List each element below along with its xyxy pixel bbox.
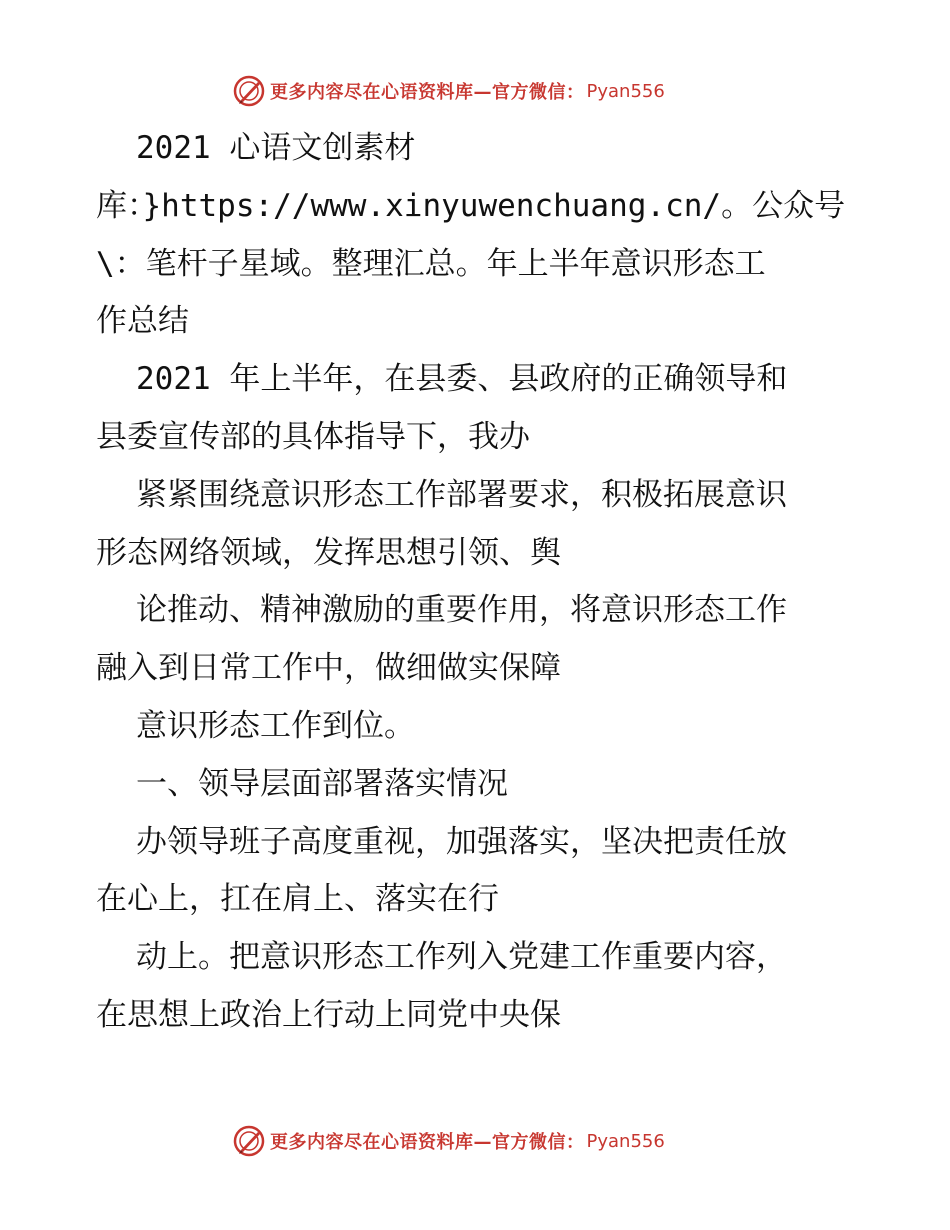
text-line: 形态网络领域，发挥思想引领、舆 xyxy=(96,534,561,571)
pen-logo-icon xyxy=(232,1124,266,1158)
footer-banner xyxy=(232,1122,665,1160)
text-line: 县委宣传部的具体指导下，我办 xyxy=(96,418,530,455)
text-line: 意识形态工作到位。 xyxy=(136,707,415,744)
text-line: 在心上，扛在肩上、落实在行 xyxy=(96,881,499,918)
banner-contact: Pyan556 xyxy=(586,80,665,102)
text-line: 紧紧围绕意识形态工作部署要求，积极拓展意识 xyxy=(136,476,787,513)
text-line: 库：}https://www.xinyuwenchuang.cn/。公众号 xyxy=(96,187,846,224)
pen-logo-icon xyxy=(232,74,266,108)
text-line: \：笔杆子星域。整理汇总。年上半年意识形态工 xyxy=(96,245,766,282)
text-line: 论推动、精神激励的重要作用，将意识形态工作 xyxy=(136,592,787,629)
text-line: 作总结 xyxy=(96,303,189,340)
header-banner xyxy=(232,72,665,110)
text-line: 在思想上政治上行动上同党中央保 xyxy=(96,996,561,1033)
text-line: 2021 年上半年，在县委、县政府的正确领导和 xyxy=(136,361,788,398)
banner-contact: Pyan556 xyxy=(586,1130,665,1152)
text-line: 动上。把意识形态工作列入党建工作重要内容， xyxy=(136,939,787,976)
text-line: 2021 心语文创素材 xyxy=(136,130,416,166)
banner-text: 更多内容尽在心语资料库—官方微信： xyxy=(270,82,585,103)
text-line: 办领导班子高度重视，加强落实，坚决把责任放 xyxy=(136,823,787,860)
banner-text: 更多内容尽在心语资料库—官方微信： xyxy=(270,1132,585,1153)
section-heading: 一、领导层面部署落实情况 xyxy=(136,765,508,802)
document-body xyxy=(96,120,896,1045)
text-line: 融入到日常工作中，做细做实保障 xyxy=(96,650,561,687)
